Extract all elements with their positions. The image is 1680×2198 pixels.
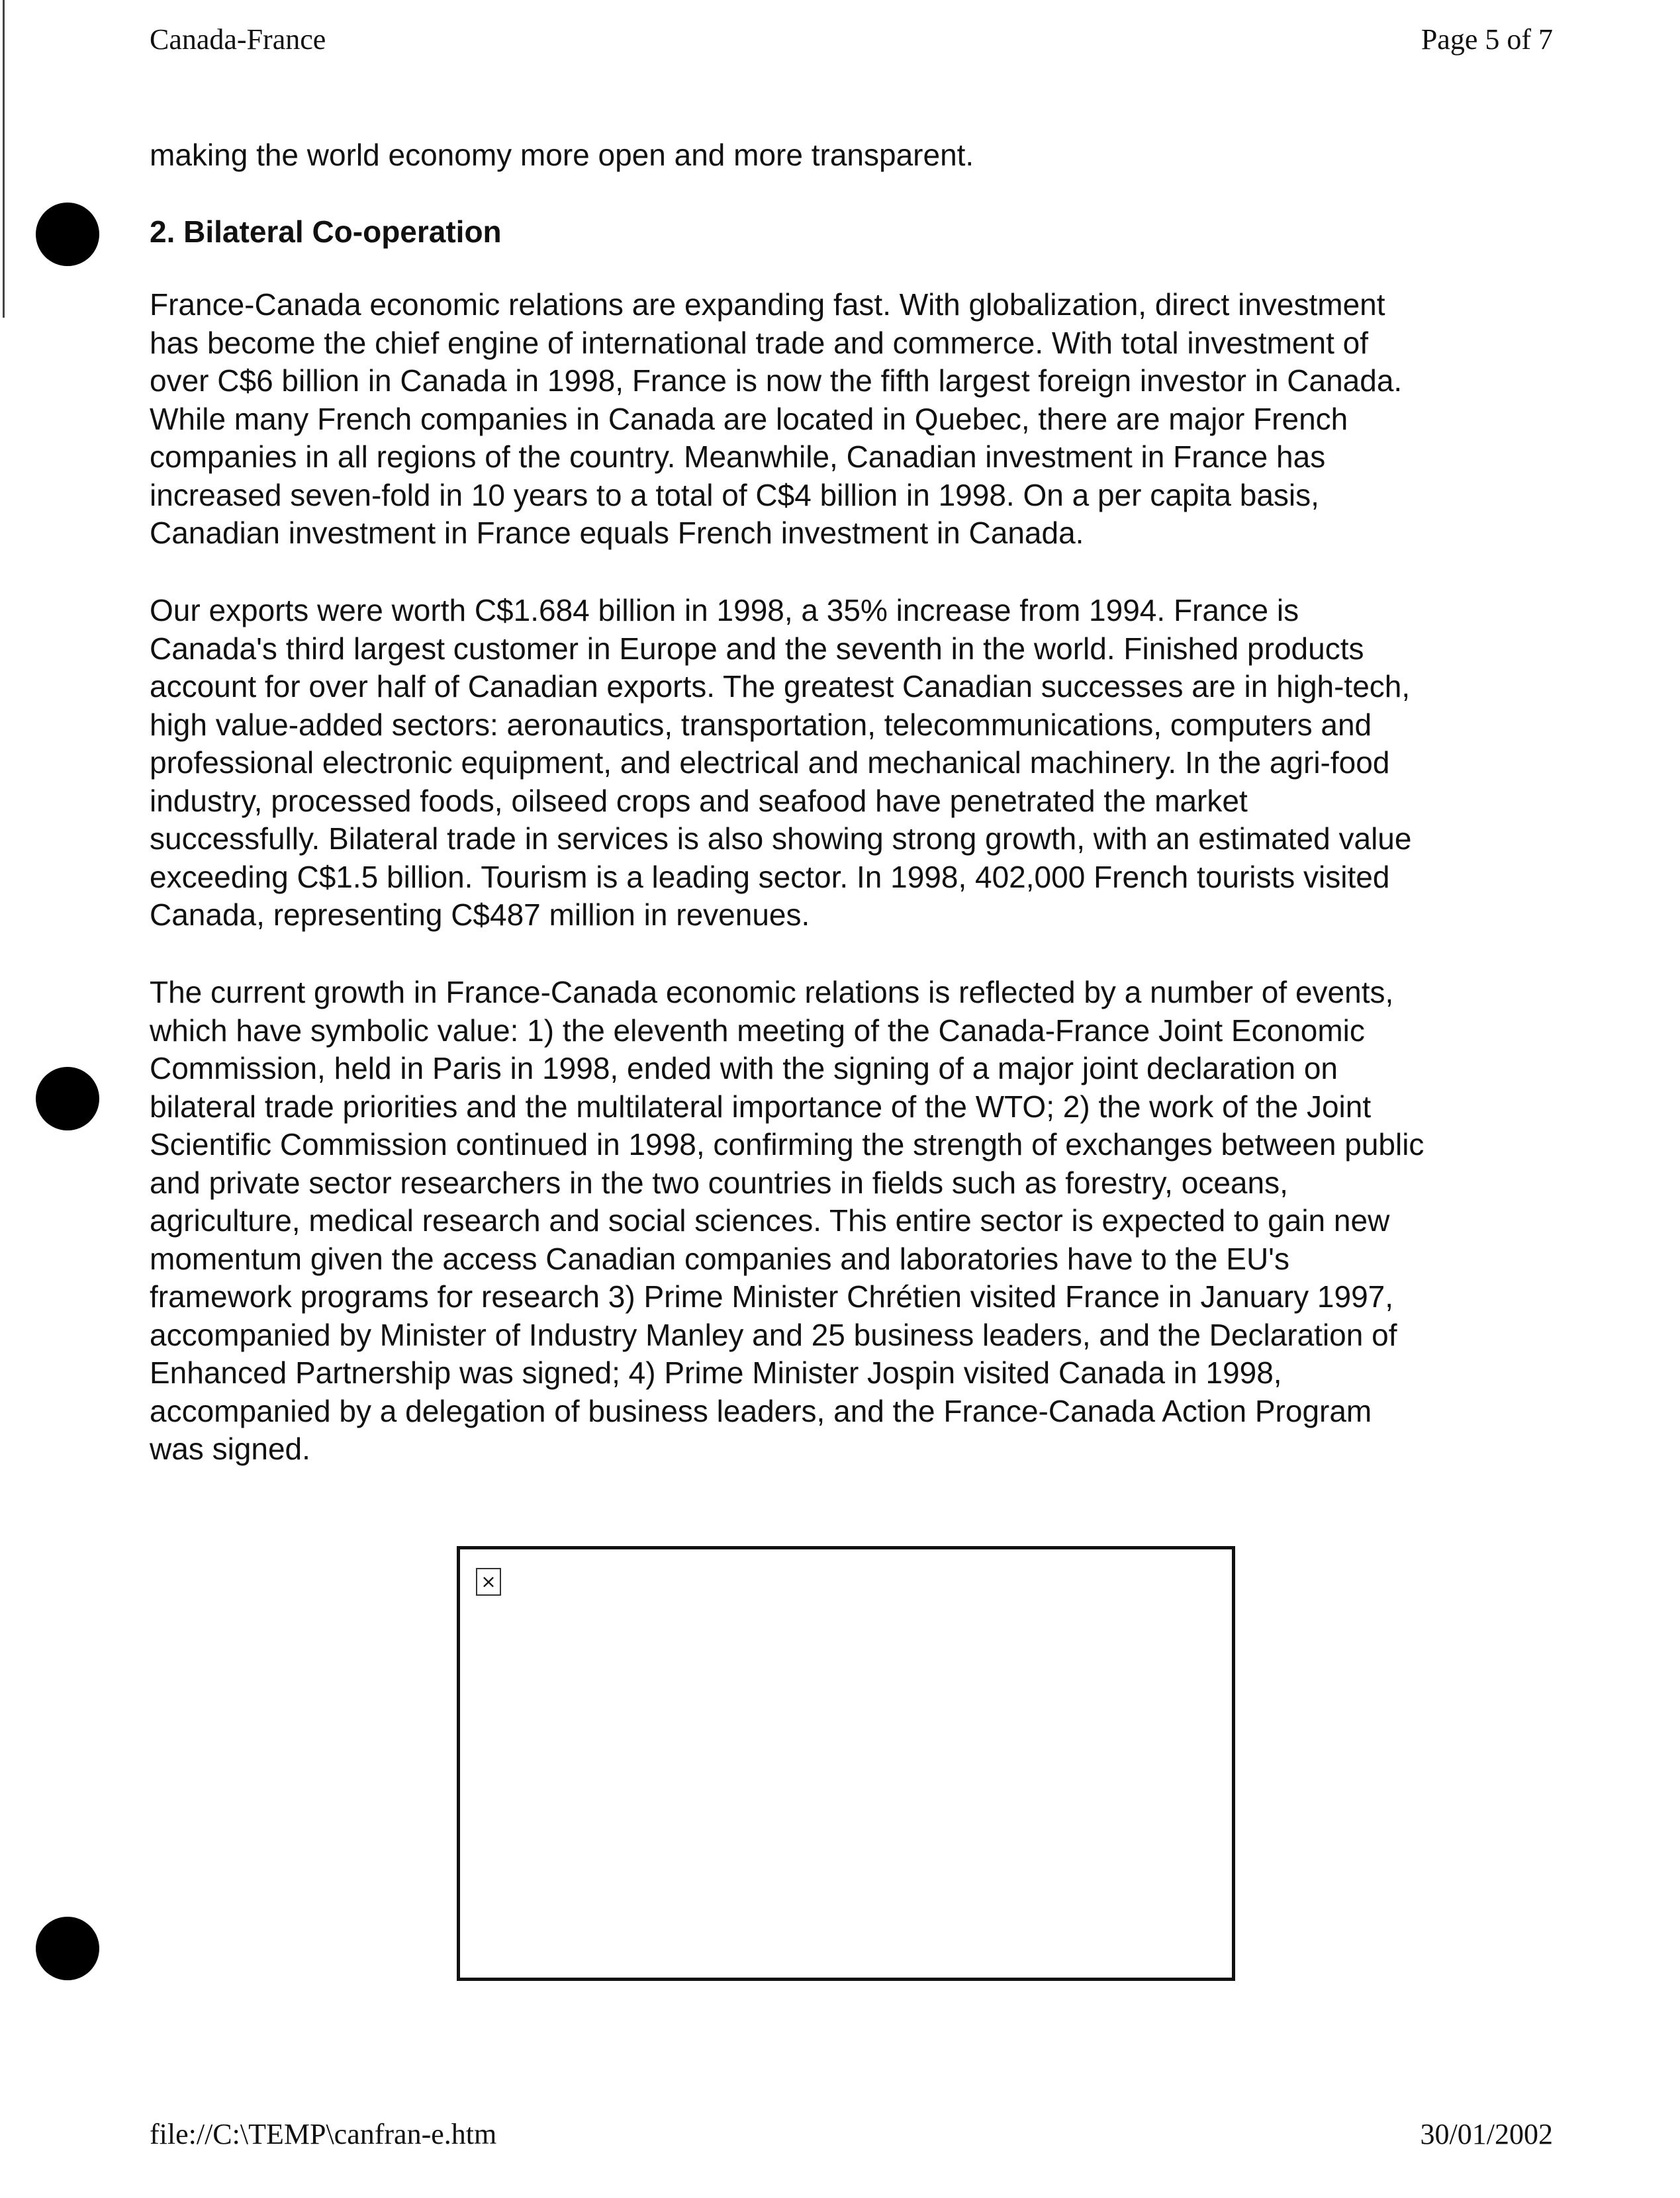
text-line: making the world economy more open and more transparent. <box>150 138 974 172</box>
text-line: Enhanced Partnership was signed; 4) Prime Minister Jospin visited Canada in 1998, <box>150 1355 1282 1390</box>
paragraph-events <box>150 974 1560 1469</box>
text-line: bilateral trade priorities and the multilateral importance of the WTO; 2) the work of the Joint <box>150 1089 1372 1124</box>
text-line: which have symbolic value: 1) the eleventh meeting of the Canada-France Joint Economic <box>150 1013 1365 1048</box>
text-line: momentum given the access Canadian companies and laboratories have to the EU's <box>150 1241 1289 1276</box>
text-line: Canada's third largest customer in Europe and the seventh in the world. Finished products <box>150 631 1364 666</box>
punch-hole <box>36 1067 99 1130</box>
paragraph-exports <box>150 592 1560 935</box>
section-heading <box>150 213 1560 252</box>
text-line: framework programs for research 3) Prime Minister Chrétien visited France in January 1997, <box>150 1279 1394 1314</box>
intro-line <box>150 136 1560 175</box>
text-line: has become the chief engine of international trade and commerce. With total investment of <box>150 325 1369 360</box>
text-line: France-Canada economic relations are expanding fast. With globalization, direct investment <box>150 287 1385 322</box>
page-number: Page 5 of 7 <box>1421 23 1553 56</box>
text-line: successfully. Bilateral trade in services is also showing strong growth, with an estimated value <box>150 821 1412 856</box>
punch-hole <box>36 1917 99 1980</box>
text-line: and private sector researchers in the two countries in fields such as forestry, oceans, <box>150 1165 1288 1200</box>
image-placeholder-frame <box>457 1546 1235 1981</box>
footer-file-path: file://C:\TEMP\canfran-e.htm <box>150 2118 497 2150</box>
text-line: agriculture, medical research and social sciences. This entire sector is expected to gain new <box>150 1203 1390 1238</box>
footer-date: 30/01/2002 <box>1420 2118 1553 2150</box>
punch-hole <box>36 203 99 266</box>
text-line: was signed. <box>150 1432 310 1466</box>
text-line: The current growth in France-Canada economic relations is reflected by a number of events, <box>150 975 1394 1009</box>
text-line: Commission, held in Paris in 1998, ended with the signing of a major joint declaration on <box>150 1051 1338 1085</box>
text-line: Canadian investment in France equals French investment in Canada. <box>150 516 1084 550</box>
text-line: Canada, representing C$487 million in revenues. <box>150 897 810 932</box>
text-line: exceeding C$1.5 billion. Tourism is a leading sector. In 1998, 402,000 French tourists visited <box>150 859 1390 894</box>
heading-text: 2. Bilateral Co-operation <box>150 214 502 249</box>
text-line: accompanied by Minister of Industry Manley and 25 business leaders, and the Declaration of <box>150 1317 1397 1352</box>
scan-edge-mark <box>3 0 5 318</box>
broken-image-icon: × <box>476 1568 501 1596</box>
header-title: Canada-France <box>150 23 326 56</box>
paragraph-investment <box>150 286 1560 553</box>
text-line: Our exports were worth C$1.684 billion in 1998, a 35% increase from 1994. France is <box>150 593 1299 627</box>
text-line: industry, processed foods, oilseed crops and seafood have penetrated the market <box>150 783 1248 818</box>
text-line: accompanied by a delegation of business leaders, and the France-Canada Action Program <box>150 1393 1372 1428</box>
text-line: high value-added sectors: aeronautics, transportation, telecommunications, computers and <box>150 707 1372 742</box>
text-line: While many French companies in Canada are located in Quebec, there are major French <box>150 401 1348 436</box>
text-line: companies in all regions of the country. Meanwhile, Canadian investment in France has <box>150 439 1326 474</box>
text-line: over C$6 billion in Canada in 1998, France is now the fifth largest foreign investor in Canada. <box>150 363 1403 398</box>
text-line: professional electronic equipment, and electrical and mechanical machinery. In the agri-food <box>150 745 1390 780</box>
text-line: Scientific Commission continued in 1998, confirming the strength of exchanges between public <box>150 1127 1424 1162</box>
text-line: increased seven-fold in 10 years to a total of C$4 billion in 1998. On a per capita basis, <box>150 477 1319 512</box>
text-line: account for over half of Canadian exports. The greatest Canadian successes are in high-tech, <box>150 669 1411 704</box>
